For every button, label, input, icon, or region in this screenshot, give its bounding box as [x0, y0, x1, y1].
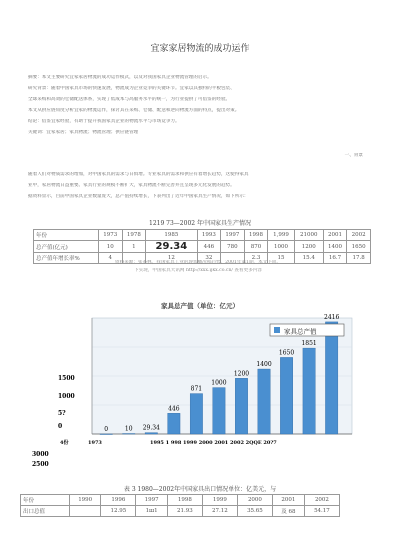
bar-value-label: 1000 — [211, 379, 227, 387]
extra-axis-label: 3000 — [32, 451, 49, 458]
bar-value-label: 1650 — [278, 349, 295, 357]
text-line: 随着人们对物质需求的增加，对中国家具的需求与日俱增。专业家具的需求和供应有着增长趋势，这使得家具 — [28, 172, 249, 177]
table-cell: 总产值年增长率% — [34, 253, 99, 264]
table-cell: 1998 — [167, 495, 202, 506]
text-line: 本文从供应链角度分析宜家的物流运作，探讨其在采购、仓储、配送和逆向物流方面的特点，提出对策。 — [28, 108, 240, 113]
bar — [235, 378, 247, 434]
table-cell: 1990 — [70, 495, 101, 506]
table-cell: 16.7 — [323, 253, 347, 264]
bar — [123, 434, 135, 435]
table-cell: 1ш1 — [136, 506, 167, 517]
text-line: 全球采购和高效的仓储配送体系，实现了低成本与高服务水平的统一，为行业提供了可借鉴的经验。 — [28, 97, 231, 102]
table-cell: 2001 — [323, 230, 347, 241]
x-tick-label: 1995 1 998 1999 2000 2001 2002 2QQE 20?7 — [150, 440, 277, 446]
y-tick-label: 1500 — [58, 375, 75, 382]
table-cell: 870 — [244, 241, 268, 253]
legend — [270, 324, 344, 336]
text-line: 据资料显示，目前中国家具企业数量庞大，总产值持续增长，下表列出了近年中国家具生产情况，如下所示： — [28, 194, 249, 199]
x-tick-label: 1973 — [88, 440, 102, 446]
link-line: 下实现，中国家具大讯网 http://xxx.ijkx.co.cn/ 查看更多内容 — [133, 268, 262, 273]
table-cell: 12.95 — [101, 506, 136, 517]
bar — [258, 369, 270, 434]
bar-value-label: 446 — [168, 405, 180, 413]
table-cell: 1200 — [294, 241, 323, 253]
table-cell: 总产值(亿元) — [34, 241, 99, 253]
table-cell: 1978 — [122, 230, 146, 241]
production-bar-chart — [0, 310, 400, 470]
table-cell: 21000 — [294, 230, 323, 241]
table-row — [34, 241, 371, 253]
bar — [100, 434, 112, 435]
y-tick-label: 5? — [58, 410, 66, 417]
table-cell: 出口总值 — [21, 506, 70, 517]
bar — [190, 394, 202, 434]
bar-value-label: 1851 — [301, 340, 317, 348]
table-cell: 32 — [197, 253, 221, 264]
bar-value-label: 10 — [124, 425, 133, 433]
y-tick-label: 1000 — [58, 393, 75, 400]
table-cell: 27.12 — [202, 506, 237, 517]
table-cell: 年份 — [34, 230, 99, 241]
table-cell: 54.17 — [304, 506, 339, 517]
table-cell: 17.8 — [347, 253, 371, 264]
table-cell: 2002 — [304, 495, 339, 506]
bar — [213, 388, 225, 434]
bar-value-label: 871 — [190, 385, 203, 393]
source-note: 资料来源：张茶林，我国家具工业的现状概况和趋势，2001年第1期，本文下同。 — [114, 260, 282, 265]
table-cell: 4 — [99, 253, 123, 264]
text-line: 业中，家居物流日益重要。家具行业的规模不断扩大，家具物流不断完善并且呈现多元化发展的趋势。 — [28, 183, 235, 188]
table-cell: 1999 — [202, 495, 237, 506]
table-cell: 1993 — [197, 230, 221, 241]
text-line: 摘要：本文主要研究宜家家居物流的成功运作模式，以及对我国家具企业物流管理的启示。 — [28, 75, 212, 80]
table-cell: 1650 — [347, 241, 371, 253]
table-header-row — [21, 495, 340, 506]
bar-value-label: 2416 — [324, 313, 340, 321]
table-cell: 12 — [146, 253, 197, 264]
table-cell: 2002 — [347, 230, 371, 241]
section-heading: 一、背景 — [344, 153, 363, 158]
production-table — [33, 229, 371, 264]
text-line: 结论：借鉴宜家经验，有助于提升我国家具企业的物流水平与市场竞争力。 — [28, 119, 180, 124]
text-line: 研究背景：随着中国家具市场的快速发展，物流成为企业竞争的关键环节。宜家以其独特的平板包装、 — [28, 86, 235, 91]
keywords: 关键词：宜家家居；家具物流；物流管理；供应链管理 — [28, 130, 139, 135]
table-cell: 1998 — [244, 230, 268, 241]
legend-swatch — [274, 327, 280, 333]
table-cell: 及 68 — [272, 506, 304, 517]
table-header-row — [34, 230, 371, 241]
table-cell: 15 — [268, 253, 294, 264]
chart-title: 家具总产值（单位：亿元） — [161, 302, 239, 310]
table2-caption: 表 3 1980—2002年中国家具出口情况单位：亿美元，与 — [123, 486, 277, 493]
table1-caption: 1219 73—2002 年中国家具生产情况 — [149, 220, 251, 227]
table-cell: 446 — [197, 241, 221, 253]
bar-value-label: 29.34 — [142, 424, 160, 432]
table-cell: 35.65 — [237, 506, 272, 517]
bar-value-label: 0 — [104, 426, 109, 433]
table-cell: 2001 — [272, 495, 304, 506]
table-row — [21, 506, 340, 517]
table-cell: 10 — [99, 241, 123, 253]
table-cell: 1997 — [136, 495, 167, 506]
table-cell: 1,999 — [268, 230, 294, 241]
legend-label: 家具总产值 — [284, 327, 317, 336]
bar — [280, 357, 292, 434]
bar — [145, 433, 157, 434]
table-cell: 780 — [221, 241, 245, 253]
export-table — [20, 494, 340, 517]
doc-title: 宜家家居物流的成功运作 — [150, 44, 250, 54]
table-cell: 1985 — [146, 230, 197, 241]
table-cell: 2000 — [237, 495, 272, 506]
table-cell: 1997 — [221, 230, 245, 241]
table-cell: 15.4 — [294, 253, 323, 264]
y-tick-label: 0 — [58, 423, 63, 430]
bar — [325, 322, 337, 434]
table-cell — [70, 506, 101, 517]
table-cell: 1 — [122, 241, 146, 253]
table-cell: 1400 — [323, 241, 347, 253]
bar-value-label: 1400 — [256, 361, 272, 369]
extra-axis-label: 2500 — [32, 461, 49, 468]
table-cell: 2.3 — [244, 253, 268, 264]
bar — [303, 348, 315, 434]
bar-value-label: 1200 — [233, 370, 250, 378]
table-cell: 年份 — [21, 495, 70, 506]
table-cell: 1000 — [268, 241, 294, 253]
x-tick-label: 4份 — [60, 440, 69, 446]
table-cell: 21.93 — [167, 506, 202, 517]
bar — [168, 413, 180, 434]
table-cell: 29.34 — [146, 241, 197, 253]
table-cell: 1973 — [99, 230, 123, 241]
table-cell: 1996 — [101, 495, 136, 506]
